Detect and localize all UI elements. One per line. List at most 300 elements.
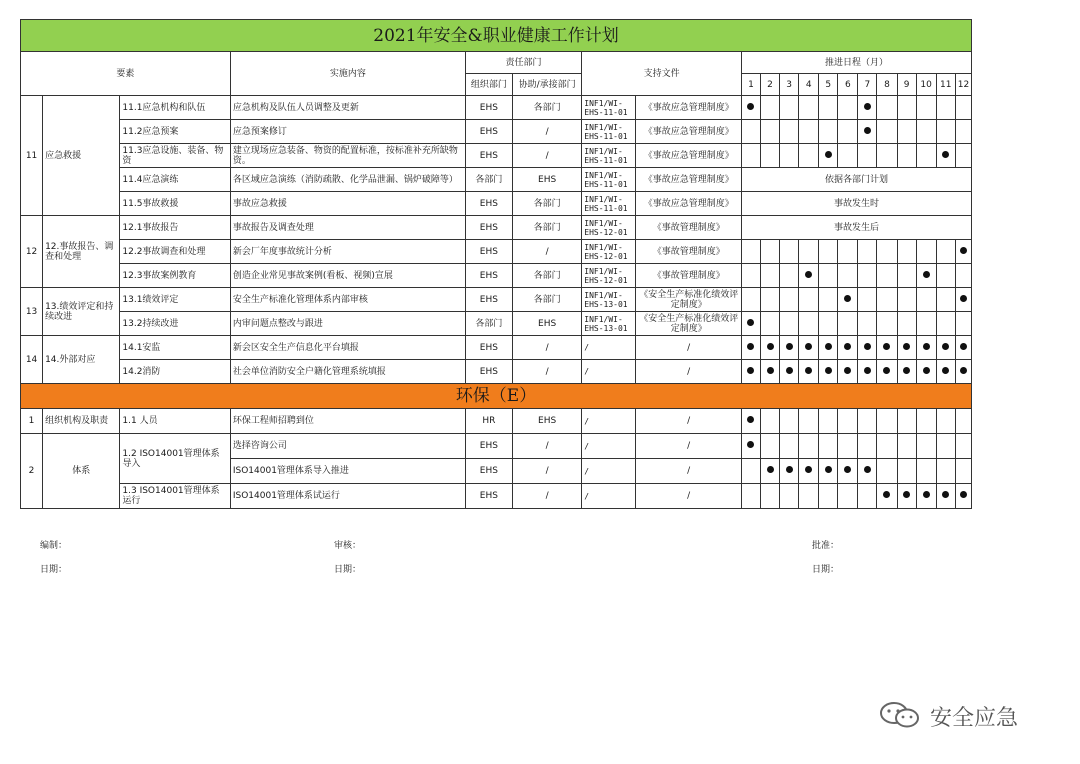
month-cell [877,336,897,360]
doc-code-cell: / [582,484,636,509]
assist-dept-cell: 各部门 [512,96,581,120]
schedule-dot [942,367,949,374]
sub-element: 1.3 ISO14001管理体系运行 [120,484,230,509]
table-row [21,216,972,240]
env-section-title: 环保（E） [21,384,972,409]
schedule-dot [844,295,851,302]
month-cell [741,459,760,484]
month-cell [955,264,971,288]
month-cell [819,336,838,360]
element-number: 13 [21,288,43,336]
month-cell [858,288,877,312]
header-assist-dept: 协助/承接部门 [512,74,581,96]
schedule-dot [825,466,832,473]
month-cell [741,336,760,360]
header-schedule: 推进日程（月） [741,52,971,74]
month-cell [858,409,877,434]
month-cell [780,360,799,384]
content-cell: 创造企业常见事故案例(看板、视频)宣展 [230,264,465,288]
schedule-note: 事故发生时 [741,192,971,216]
month-header: 11 [936,74,955,96]
month-cell [897,312,916,336]
month-cell [741,312,760,336]
month-cell [858,120,877,144]
month-cell [877,409,897,434]
schedule-dot [923,343,930,350]
month-cell [897,96,916,120]
month-cell [955,96,971,120]
month-cell [760,434,779,459]
org-dept-cell: 各部门 [465,312,512,336]
table-row [21,360,972,384]
schedule-dot [923,271,930,278]
month-cell [799,336,819,360]
month-cell [858,240,877,264]
doc-name-cell: 《事故管理制度》 [636,240,741,264]
element-name: 14.外部对应 [43,336,120,384]
schedule-dot [786,343,793,350]
assist-dept-cell: 各部门 [512,216,581,240]
doc-name-cell: 《安全生产标准化绩效评定制度》 [636,288,741,312]
watermark-text: 安全应急 [930,706,1019,731]
sub-element: 12.1事故报告 [120,216,230,240]
doc-code-cell: INF1/WI-EHS-11-01 [582,96,636,120]
sub-element: 14.1安监 [120,336,230,360]
org-dept-cell: EHS [465,144,512,168]
month-cell [741,288,760,312]
month-cell [936,336,955,360]
month-cell [819,434,838,459]
month-cell [799,312,819,336]
table-row [21,484,972,509]
element-name: 12.事故报告、调查和处理 [43,216,120,288]
sub-element: 13.2持续改进 [120,312,230,336]
sub-element: 13.1绩效评定 [120,288,230,312]
month-cell [955,336,971,360]
org-dept-cell: EHS [465,216,512,240]
month-cell [799,484,819,509]
assist-dept-cell: 各部门 [512,288,581,312]
content-cell: 新会区安全生产信息化平台填报 [230,336,465,360]
org-dept-cell: EHS [465,240,512,264]
doc-code-cell: / [582,336,636,360]
header-element: 要素 [21,52,231,96]
sub-element: 14.2消防 [120,360,230,384]
assist-dept-cell: EHS [512,409,581,434]
month-cell [741,360,760,384]
month-cell [780,240,799,264]
month-cell [799,144,819,168]
table-row [21,312,972,336]
doc-name-cell: 《事故应急管理制度》 [636,168,741,192]
month-cell [955,144,971,168]
month-cell [799,96,819,120]
content-cell: 新会厂年度事故统计分析 [230,240,465,264]
org-dept-cell: HR [465,409,512,434]
schedule-dot [883,343,890,350]
doc-code-cell: / [582,360,636,384]
month-cell [877,288,897,312]
doc-name-cell: 《事故管理制度》 [636,216,741,240]
month-cell [819,360,838,384]
month-header: 5 [819,74,838,96]
month-header: 10 [916,74,936,96]
element-name: 应急救援 [43,96,120,216]
content-cell: 选择咨询公司 [230,434,465,459]
schedule-dot [864,343,871,350]
month-cell [799,360,819,384]
schedule-dot [864,367,871,374]
schedule-note: 依据各部门计划 [741,168,971,192]
org-dept-cell: EHS [465,434,512,459]
month-cell [838,144,858,168]
month-cell [819,120,838,144]
month-cell [780,96,799,120]
schedule-dot [864,466,871,473]
month-cell [916,240,936,264]
doc-name-cell: 《事故管理制度》 [636,264,741,288]
month-cell [780,459,799,484]
content-cell: 事故报告及调查处理 [230,216,465,240]
assist-dept-cell: / [512,336,581,360]
assist-dept-cell: EHS [512,312,581,336]
month-cell [897,434,916,459]
content-cell: 各区域应急演练（消防疏散、化学品泄漏、锅炉破障等） [230,168,465,192]
schedule-dot [923,367,930,374]
doc-code-cell: INF1/WI-EHS-12-01 [582,264,636,288]
month-cell [838,360,858,384]
doc-name-cell: / [636,434,741,459]
schedule-dot [844,466,851,473]
month-cell [897,288,916,312]
schedule-dot [747,441,754,448]
signature-footer [20,536,972,586]
month-cell [780,120,799,144]
schedule-dot [825,367,832,374]
sub-element: 1.2 ISO14001管理体系导入 [120,434,230,484]
schedule-dot [903,491,910,498]
month-cell [838,312,858,336]
assist-dept-cell: / [512,484,581,509]
month-cell [858,264,877,288]
month-cell [916,312,936,336]
assist-dept-cell: / [512,434,581,459]
month-cell [760,459,779,484]
month-cell [916,409,936,434]
month-cell [799,288,819,312]
sub-element: 11.1应急机构和队伍 [120,96,230,120]
schedule-dot [747,367,754,374]
month-cell [741,484,760,509]
content-cell: 应急预案修订 [230,120,465,144]
month-cell [780,312,799,336]
schedule-dot [786,466,793,473]
org-dept-cell: EHS [465,360,512,384]
month-cell [916,120,936,144]
month-cell [877,434,897,459]
org-dept-cell: EHS [465,120,512,144]
month-cell [858,336,877,360]
month-cell [936,288,955,312]
month-cell [916,459,936,484]
element-number: 2 [21,434,43,509]
doc-name-cell: / [636,409,741,434]
sub-element: 11.5事故救援 [120,192,230,216]
doc-name-cell: / [636,484,741,509]
element-name: 组织机构及职责 [43,409,120,434]
schedule-dot [923,491,930,498]
doc-code-cell: INF1/WI-EHS-11-01 [582,144,636,168]
month-cell [916,96,936,120]
header-dept: 责任部门 [465,52,581,74]
table-row [21,336,972,360]
month-cell [897,240,916,264]
month-cell [877,459,897,484]
org-dept-cell: EHS [465,288,512,312]
month-cell [799,240,819,264]
month-cell [916,434,936,459]
month-cell [858,434,877,459]
month-cell [877,312,897,336]
month-cell [780,484,799,509]
table-row [21,264,972,288]
month-header: 1 [741,74,760,96]
month-cell [936,264,955,288]
doc-code-cell: INF1/WI-EHS-12-01 [582,240,636,264]
month-cell [741,434,760,459]
month-cell [760,360,779,384]
month-cell [877,144,897,168]
schedule-dot [825,343,832,350]
month-header: 3 [780,74,799,96]
schedule-dot [960,343,967,350]
element-name: 13.绩效评定和持续改进 [43,288,120,336]
month-cell [799,434,819,459]
schedule-dot [942,491,949,498]
content-cell: 环保工程师招聘到位 [230,409,465,434]
org-dept-cell: EHS [465,96,512,120]
month-cell [858,312,877,336]
schedule-dot [960,367,967,374]
schedule-note: 事故发生后 [741,216,971,240]
schedule-dot [960,247,967,254]
schedule-dot [864,103,871,110]
schedule-dot [844,343,851,350]
schedule-dot [844,367,851,374]
month-cell [936,409,955,434]
sub-element: 12.2事故调查和处理 [120,240,230,264]
wechat-icon [878,700,922,730]
month-cell [955,434,971,459]
element-number: 12 [21,216,43,288]
month-cell [955,312,971,336]
doc-name-cell: / [636,360,741,384]
schedule-dot [883,491,890,498]
content-cell: ISO14001管理体系试运行 [230,484,465,509]
month-cell [936,484,955,509]
doc-name-cell: 《事故应急管理制度》 [636,120,741,144]
schedule-dot [747,103,754,110]
month-cell [741,120,760,144]
month-cell [877,96,897,120]
month-header: 7 [858,74,877,96]
month-cell [858,459,877,484]
month-cell [780,409,799,434]
month-cell [955,288,971,312]
table-row [21,192,972,216]
month-cell [877,360,897,384]
month-cell [760,336,779,360]
month-cell [819,288,838,312]
month-cell [916,144,936,168]
table-row [21,288,972,312]
month-cell [916,264,936,288]
month-cell [955,360,971,384]
schedule-dot [903,343,910,350]
month-cell [897,484,916,509]
element-number: 1 [21,409,43,434]
table-row [21,168,972,192]
schedule-dot [747,416,754,423]
month-cell [936,144,955,168]
org-dept-cell: EHS [465,192,512,216]
month-cell [838,459,858,484]
month-cell [741,264,760,288]
month-cell [897,264,916,288]
sub-element: 11.2应急预案 [120,120,230,144]
month-cell [897,120,916,144]
doc-name-cell: 《安全生产标准化绩效评定制度》 [636,312,741,336]
schedule-dot [805,343,812,350]
month-cell [760,144,779,168]
content-cell: 建立现场应急装备、物资的配置标准，按标准补充所缺物资。 [230,144,465,168]
table-row [21,144,972,168]
month-cell [858,484,877,509]
assist-dept-cell: / [512,360,581,384]
month-cell [780,288,799,312]
element-name: 体系 [43,434,120,509]
month-cell [760,240,779,264]
content-cell: 应急机构及队伍人员调整及更新 [230,96,465,120]
month-cell [799,264,819,288]
month-cell [741,96,760,120]
month-cell [838,264,858,288]
month-cell [955,120,971,144]
schedule-dot [805,466,812,473]
month-cell [760,96,779,120]
sub-element: 11.3应急设施、装备、物资 [120,144,230,168]
doc-code-cell: / [582,459,636,484]
month-cell [741,409,760,434]
month-cell [936,459,955,484]
content-cell: 社会单位消防安全户籍化管理系统填报 [230,360,465,384]
month-cell [936,312,955,336]
schedule-dot [747,319,754,326]
month-cell [760,120,779,144]
month-cell [819,459,838,484]
assist-dept-cell: / [512,240,581,264]
date-label-3: 日期： [812,565,840,575]
month-cell [741,144,760,168]
month-cell [838,288,858,312]
month-header: 2 [760,74,779,96]
doc-name-cell: / [636,459,741,484]
schedule-dot [805,271,812,278]
month-cell [916,336,936,360]
month-cell [936,240,955,264]
month-cell [838,409,858,434]
org-dept-cell: EHS [465,484,512,509]
assist-dept-cell: EHS [512,168,581,192]
month-cell [838,120,858,144]
doc-code-cell: / [582,409,636,434]
element-number: 14 [21,336,43,384]
assist-dept-cell: / [512,459,581,484]
month-cell [819,409,838,434]
month-cell [760,409,779,434]
assist-dept-cell: 各部门 [512,192,581,216]
header-content: 实施内容 [230,52,465,96]
content-cell: 内审问题点整改与跟进 [230,312,465,336]
month-header: 4 [799,74,819,96]
month-cell [858,96,877,120]
month-cell [760,312,779,336]
org-dept-cell: EHS [465,264,512,288]
doc-code-cell: INF1/WI-EHS-13-01 [582,312,636,336]
date-label-2: 日期： [334,565,362,575]
month-cell [799,120,819,144]
month-cell [799,459,819,484]
doc-code-cell: INF1/WI-EHS-12-01 [582,216,636,240]
doc-code-cell: / [582,434,636,459]
month-cell [897,144,916,168]
month-cell [838,240,858,264]
watermark [878,698,1058,734]
schedule-dot [767,367,774,374]
month-cell [936,360,955,384]
assist-dept-cell: / [512,120,581,144]
content-cell: 事故应急救援 [230,192,465,216]
page-title: 2021年安全&职业健康工作计划 [21,20,972,52]
month-cell [955,459,971,484]
schedule-dot [960,491,967,498]
schedule-dot [747,343,754,350]
org-dept-cell: 各部门 [465,168,512,192]
schedule-dot [786,367,793,374]
month-header: 12 [955,74,971,96]
month-cell [897,360,916,384]
month-header: 9 [897,74,916,96]
org-dept-cell: EHS [465,336,512,360]
month-cell [916,484,936,509]
month-cell [916,288,936,312]
doc-code-cell: INF1/WI-EHS-11-01 [582,120,636,144]
schedule-dot [883,367,890,374]
doc-code-cell: INF1/WI-EHS-13-01 [582,288,636,312]
month-cell [858,360,877,384]
month-cell [819,96,838,120]
assist-dept-cell: / [512,144,581,168]
sub-element: 11.4应急演练 [120,168,230,192]
sub-element: 1.1 人员 [120,409,230,434]
header-support-doc: 支持文件 [582,52,742,96]
table-row [21,409,972,434]
schedule-dot [767,343,774,350]
month-cell [897,409,916,434]
org-dept-cell: EHS [465,459,512,484]
month-cell [936,120,955,144]
month-cell [760,288,779,312]
